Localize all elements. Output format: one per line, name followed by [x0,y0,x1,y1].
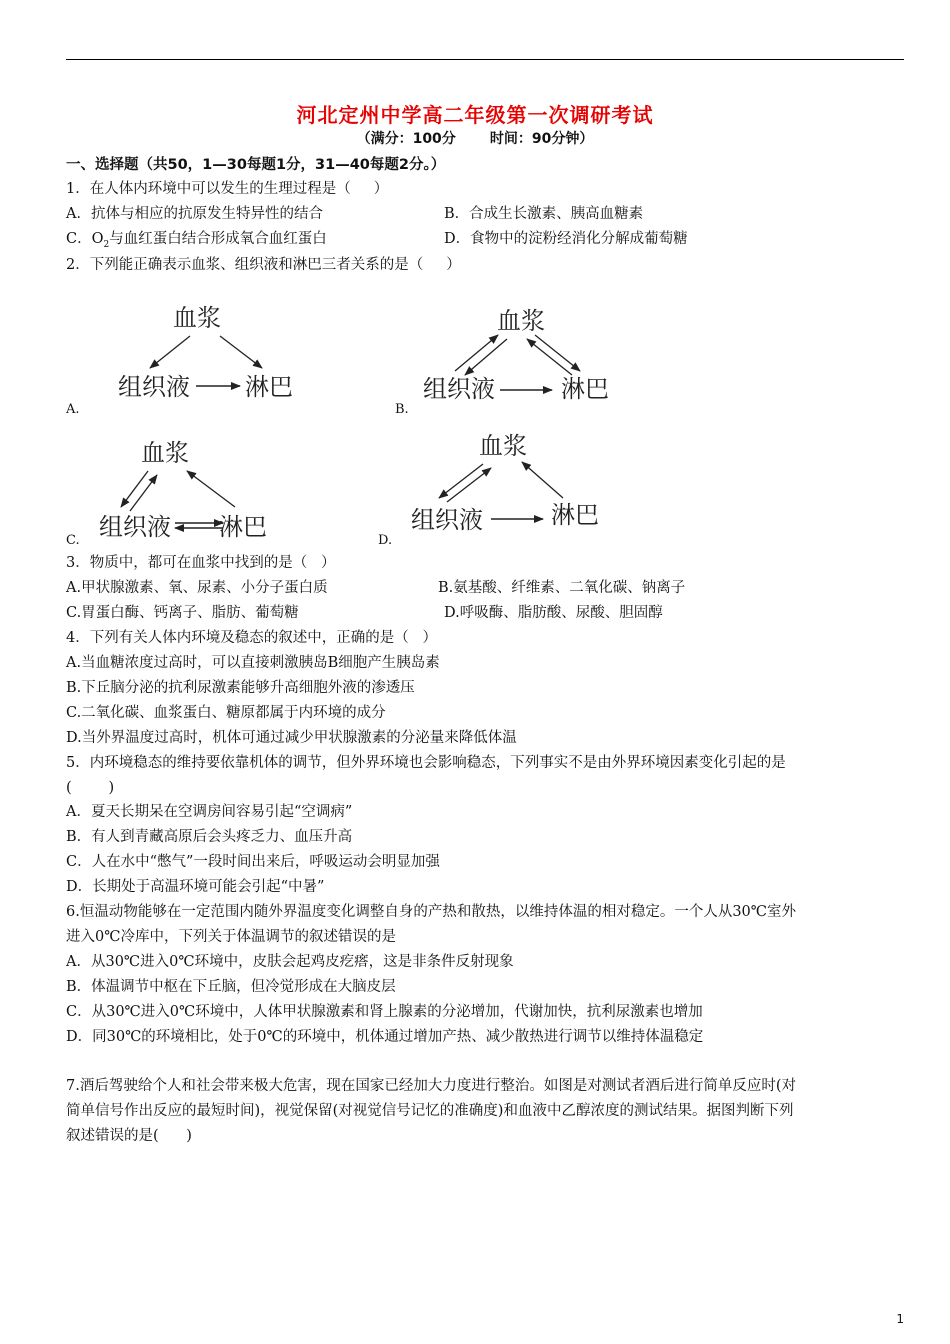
arrow-tissue-to-plasma [447,468,491,502]
plasma-label: 血浆 [479,432,527,460]
q2-label-d: D. [378,533,393,548]
q5-option-d: D．长期处于高温环境可能会引起“中暑” [66,879,325,895]
q4-stem: 4．下列有关人体内环境及稳态的叙述中，正确的是（ ） [66,630,438,646]
q1-option-c-post: 与血红蛋白结合形成氧合血红蛋白 [109,231,327,247]
q6-option-c: C．从30℃进入0℃环境中，人体甲状腺激素和肾上腺素的分泌增加，代谢加快，抗利尿激素也增加 [66,1004,703,1020]
q5-option-b: B．有人到青藏高原后会头疼乏力、血压升高 [66,829,353,845]
plasma-label: 血浆 [173,304,221,332]
q3-option-c: C.胃蛋白酶、钙离子、脂肪、葡萄糖 [66,605,299,621]
arrow-lymph-to-plasma [522,462,563,498]
q3-stem: 3．物质中，都可在血浆中找到的是（ ） [66,555,336,571]
arrow-plasma-to-tissue [121,471,148,507]
plasma-label: 血浆 [141,439,189,467]
diagram-c [95,435,285,545]
q6-option-d: D．同30℃的环境相比，处于0℃的环境中，机体通过增加产热、减少散热进行调节以维持体温稳定 [66,1029,704,1045]
diagram-d [405,428,605,538]
q1-option-c-sub: 2 [103,239,110,250]
plasma-label: 血浆 [497,307,545,335]
tissue-label: 组织液 [99,513,171,541]
q2-label-a: A. [66,402,80,417]
q4-option-c: C.二氧化碳、血浆蛋白、糖原都属于内环境的成分 [66,705,386,721]
arrow-plasma-to-tissue [439,464,483,498]
page-number: 1 [896,1312,904,1326]
lymph-label: 淋巴 [551,501,599,529]
q6-stem: 6.恒温动物能够在一定范围内随外界温度变化调整自身的产热和散热，以维持体温的相对稳定。一个人从30℃室外 [66,904,797,920]
q6-option-b: B．体温调节中枢在下丘脑，但冷觉形成在大脑皮层 [66,979,396,995]
q3-option-b: B.氨基酸、纤维素、二氧化碳、钠离子 [438,580,686,596]
section-heading: 一、选择题（共50，1—30每题1分，31—40每题2分。） [66,157,446,173]
q5-option-c: C．人在水中“憋气”一段时间出来后，呼吸运动会明显加强 [66,854,440,870]
q4-option-b: B.下丘脑分泌的抗利尿激素能够升高细胞外液的渗透压 [66,680,415,696]
q3-option-a: A.甲状腺激素、氧、尿素、小分子蛋白质 [66,580,328,596]
q6-stem-cont: 进入0℃冷库中，下列关于体温调节的叙述错误的是 [66,929,396,945]
q1-option-b: B．合成生长激素、胰高血糖素 [444,206,644,222]
q4-option-a: A.当血糖浓度过高时，可以直接刺激胰岛B细胞产生胰岛素 [66,655,440,671]
tissue-label: 组织液 [411,506,483,534]
q7-stem-cont-2: 叙述错误的是( ) [66,1128,192,1144]
q2-stem: 2．下列能正确表示血浆、组织液和淋巴三者关系的是（ ） [66,257,461,273]
q1-option-d: D．食物中的淀粉经消化分解成葡萄糖 [444,231,688,247]
arrow-lymph-to-plasma [527,339,572,375]
q2-label-b: B. [395,402,409,417]
lymph-label: 淋巴 [561,375,609,403]
q4-option-d: D.当外界温度过高时，机体可通过减少甲状腺激素的分泌量来降低体温 [66,730,517,746]
q1-option-c [66,229,327,255]
tissue-label: 组织液 [118,373,190,401]
page-title: 河北定州中学高二年级第一次调研考试 [296,103,654,127]
q1-option-c-pre: C．O [66,231,104,247]
diagram-b [415,305,615,405]
q1-stem: 1．在人体内环境中可以发生的生理过程是（ ） [66,181,389,197]
header-rule [66,59,904,60]
q6-option-a: A．从30℃进入0℃环境中，皮肤会起鸡皮疙瘩，这是非条件反射现象 [66,954,514,970]
exam-subtitle: （满分：100分 时间：90分钟） [356,131,594,147]
arrow-lymph-to-plasma [187,471,235,507]
arrow-plasma-to-tissue [150,336,190,368]
diagram-a [110,300,310,405]
q1-option-a: A．抗体与相应的抗原发生特异性的结合 [66,206,323,222]
q7-stem: 7.酒后驾驶给个人和社会带来极大危害，现在国家已经加大力度进行整治。如图是对测试者酒后进行简单反应时(对 [66,1078,796,1094]
q3-option-d: D.呼吸酶、脂肪酸、尿酸、胆固醇 [444,605,663,621]
q5-stem: 5．内环境稳态的维持要依靠机体的调节，但外界环境也会影响稳态，下列事实不是由外界环境因素变化引起的是 [66,755,786,771]
lymph-label: 淋巴 [245,373,293,401]
q5-stem-cont: ( ) [66,780,115,796]
lymph-label: 淋巴 [219,513,267,541]
tissue-label: 组织液 [423,375,495,403]
q7-stem-cont: 简单信号作出反应的最短时间)，视觉保留(对视觉信号记忆的准确度)和血液中乙醇浓度的测试结果。据图判断下列 [66,1103,794,1119]
arrow-tissue-to-plasma [130,475,157,511]
q5-option-a: A．夏天长期呆在空调房间容易引起“空调病” [66,804,353,820]
arrow-plasma-to-lymph [535,335,580,371]
q2-label-c: C. [66,533,80,548]
arrow-plasma-to-lymph [220,336,262,368]
